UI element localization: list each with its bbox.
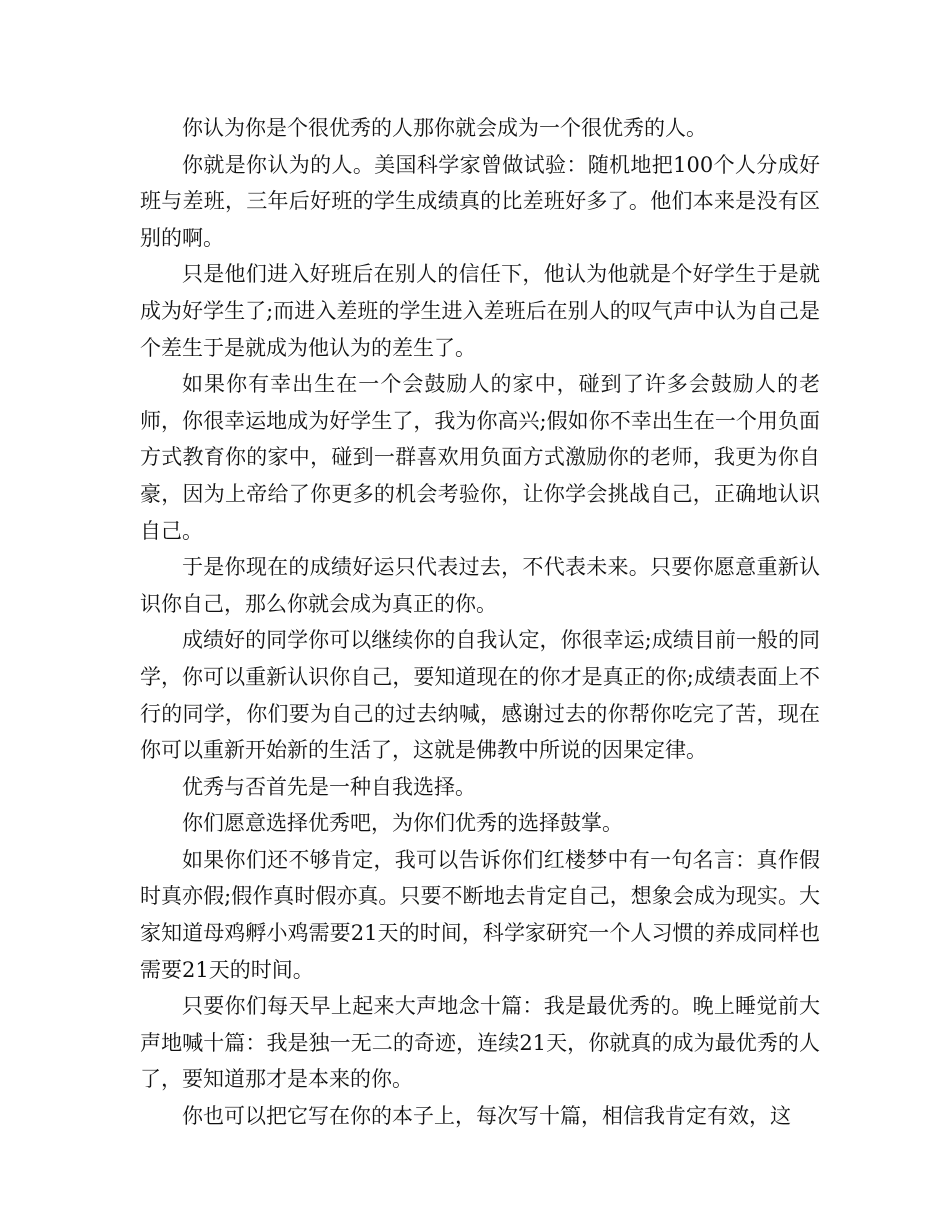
paragraph-5: 于是你现在的成绩好运只代表过去，不代表未来。只要你愿意重新认识你自己，那么你就会成为真正的你。	[140, 555, 820, 616]
paragraph-11: 你也可以把它写在你的本子上，每次写十篇，相信我肯定有效，这	[182, 1104, 791, 1129]
paragraph-1: 你认为你是个很优秀的人那你就会成为一个很优秀的人。	[182, 116, 707, 140]
paragraph-6: 成绩好的同学你可以继续你的自我认定，你很幸运;成绩目前一般的同学，你可以重新认识你自己，要知道现在的你才是真正的你;成绩表面上不行的同学，你们要为自己的过去纳喊，感谢过去的你帮你吃完了苦，现在你可以重新开始新的生活了，这就是佛教中所说的因果定律。	[140, 628, 820, 763]
paragraph-7: 优秀与否首先是一种自我选择。	[182, 774, 476, 799]
document-body	[140, 110, 820, 1135]
paragraph-8: 你们愿意选择优秀吧，为你们优秀的选择鼓掌。	[182, 811, 623, 836]
paragraph-3: 只是他们进入好班后在别人的信任下，他认为他就是个好学生于是就成为好学生了;而进入差班的学生进入差班后在别人的叹气声中认为自己是个差生于是就成为他认为的差生了。	[140, 262, 820, 360]
paragraph-4: 如果你有幸出生在一个会鼓励人的家中，碰到了许多会鼓励人的老师，你很幸运地成为好学生了，我为你高兴;假如你不幸出生在一个用负面方式教育你的家中，碰到一群喜欢用负面方式激励你的老师，我更为你自豪，因为上帝给了你更多的机会考验你，让你学会挑战自己，正确地认识自己。	[140, 372, 820, 543]
paragraph-2: 你就是你认为的人。美国科学家曾做试验：随机地把100个人分成好班与差班，三年后好班的学生成绩真的比差班好多了。他们本来是没有区别的啊。	[140, 152, 820, 250]
paragraph-9: 如果你们还不够肯定，我可以告诉你们红楼梦中有一句名言：真作假时真亦假;假作真时假亦真。只要不断地去肯定自己，想象会成为现实。大家知道母鸡孵小鸡需要21天的时间，科学家研究一个人习惯的养成同样也需要21天的时间。	[140, 847, 820, 982]
paragraph-10: 只要你们每天早上起来大声地念十篇：我是最优秀的。晚上睡觉前大声地喊十篇：我是独一无二的奇迹，连续21天，你就真的成为最优秀的人了，要知道那才是本来的你。	[140, 994, 820, 1092]
